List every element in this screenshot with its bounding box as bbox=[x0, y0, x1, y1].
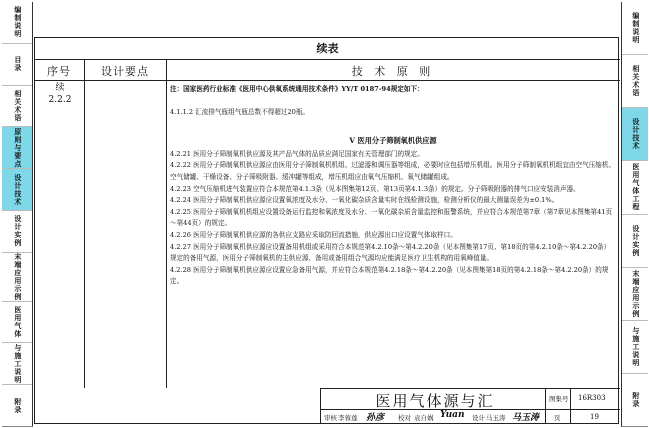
clause-paragraph: 4.2.27 医用分子筛制氧机供应源应设置备用机组或采用符合本规范第4.2.10条～第4.2.20条（见本图集第17页、第18页的第4.2.10条～第4.2.20条）规定的备用气源，医用分子筛制氧机的主供应源、备用或备用组合气源均应能满足医疗卫生机构的用氧峰值量。 bbox=[170, 242, 611, 263]
left-chapter-tab[interactable] bbox=[2, 253, 32, 302]
titleblock-divider-1 bbox=[545, 388, 546, 424]
right-chapter-tab[interactable] bbox=[622, 215, 648, 268]
right-chapter-tab-label: 相关术语 bbox=[631, 65, 640, 98]
design-label: 设计 bbox=[472, 414, 485, 422]
left-chapter-tab-label: 原则与要点 bbox=[13, 127, 22, 168]
left-chapter-tab[interactable] bbox=[2, 127, 32, 169]
left-chapter-tab-label: 设计技术 bbox=[13, 173, 22, 206]
left-chapter-tab[interactable] bbox=[2, 44, 32, 86]
titleblock-left-line bbox=[320, 388, 321, 424]
set-label: 图集号 bbox=[549, 395, 569, 403]
right-chapter-tab[interactable] bbox=[622, 2, 648, 55]
clause-paragraph: 4.2.25 医用分子筛制氧机机组应设置设备运行监控和氧浓度及水分、一氧化碳杂质含量监控和报警系统，并应符合本规范第7章（第7章见本图集第41页～第44页）的规定。 bbox=[170, 207, 613, 228]
left-chapter-tab[interactable] bbox=[2, 86, 32, 128]
titleblock-top-line bbox=[320, 388, 620, 389]
right-chapter-tab[interactable] bbox=[622, 55, 648, 108]
designer: 马玉涛 bbox=[486, 414, 506, 422]
row-number bbox=[40, 82, 80, 106]
right-chapter-tab-label: 末端应用示例 bbox=[631, 269, 640, 318]
page-label: 页 bbox=[554, 414, 561, 422]
checker: 袁自娲 bbox=[414, 414, 434, 422]
set-number: 16R303 bbox=[578, 394, 606, 402]
reviewer-signature: 孙彦 bbox=[366, 413, 385, 423]
left-chapter-tab-label: 医用气体 bbox=[13, 306, 22, 339]
left-chapter-tab-label: 附录 bbox=[13, 397, 22, 414]
left-chapter-tab-label: 末端应用示例 bbox=[13, 252, 22, 301]
left-chapter-tab[interactable] bbox=[2, 343, 32, 385]
header-principles: 技 术 原 则 bbox=[351, 65, 435, 78]
right-chapter-tab[interactable] bbox=[622, 374, 648, 426]
header-points: 设计要点 bbox=[101, 65, 149, 78]
right-chapter-tab[interactable] bbox=[622, 268, 648, 321]
header-top-line bbox=[34, 59, 620, 60]
page-title: 续表 bbox=[316, 42, 339, 55]
left-chapter-tab[interactable] bbox=[2, 211, 32, 253]
right-chapter-tab[interactable] bbox=[622, 108, 648, 161]
left-chapter-tab[interactable] bbox=[2, 169, 32, 211]
right-chapter-tab[interactable] bbox=[622, 161, 648, 214]
col-divider-2 bbox=[166, 59, 167, 388]
col-divider-1 bbox=[84, 59, 85, 388]
header-seq: 序号 bbox=[47, 65, 71, 78]
left-chapter-tab-label: 设计实例 bbox=[13, 215, 22, 248]
left-chapter-tabs bbox=[2, 2, 33, 427]
right-chapter-tab-label: 附录 bbox=[631, 391, 640, 408]
note-line: 注：国家医药行业标准《医用中心供氧系统通用技术条件》YY/T 0187-94规定如下： bbox=[170, 85, 424, 93]
review-label: 审核 bbox=[324, 414, 337, 422]
section-title: V 医用分子筛制氧机供应源 bbox=[349, 136, 437, 146]
right-chapter-tab-label: 设计实例 bbox=[631, 224, 640, 257]
row-number-cont: 续 bbox=[55, 83, 65, 93]
left-chapter-tab-label: 目录 bbox=[13, 56, 22, 73]
clause-list bbox=[170, 149, 616, 288]
checker-signature: Yuan bbox=[440, 410, 465, 420]
clause-paragraph: 4.2.24 医用分子筛制氧机供应源应设置氧浓度及水分、一氧化碳杂质含量实时在线检测设施，检测分析仪的最大测量误差为±0.1%。 bbox=[170, 196, 559, 205]
titleblock-divider-2 bbox=[570, 388, 571, 424]
left-chapter-tab-label: 相关术语 bbox=[13, 89, 22, 122]
check-label: 校对 bbox=[398, 414, 411, 422]
reviewer: 李蓉莲 bbox=[338, 414, 358, 422]
clause-paragraph: 4.2.28 医用分子筛制氧机供应源应设置应急备用气源，并应符合本规范第4.2.18条～第4.2.20条（见本图集第18页的第4.2.18条～第4.2.20条）的规定。 bbox=[170, 265, 609, 286]
right-chapter-tab-label: 与施工说明 bbox=[631, 326, 640, 367]
left-chapter-tab[interactable] bbox=[2, 2, 32, 44]
left-chapter-tab[interactable] bbox=[2, 302, 32, 344]
right-chapter-tabs bbox=[621, 2, 648, 427]
left-chapter-tab-label: 与施工说明 bbox=[13, 343, 22, 384]
row-number-value: 2.2.2 bbox=[48, 95, 72, 105]
right-chapter-tab-label: 医用气体工程 bbox=[631, 163, 640, 212]
clause-paragraph: 4.2.21 医用分子筛制氧机供应源及其产品气体的品质应满足国家有关管理部门的规定。 bbox=[170, 149, 424, 158]
designer-signature: 马玉涛 bbox=[512, 413, 540, 423]
right-chapter-tab[interactable] bbox=[622, 321, 648, 374]
clause-paragraph: 4.2.23 空气压缩机进气装置应符合本规范第4.1.3条（见本图集第12页、第13页第4.1.3条）的规定。分子筛吸附器的排气口应安装消声器。 bbox=[170, 184, 580, 193]
clause-paragraph: 4.2.26 医用分子筛制氧机供应源的各供应支路应采取防回流措施，供应源出口应设置气体取样口。 bbox=[170, 230, 457, 239]
left-chapter-tab-label: 编制说明 bbox=[13, 6, 22, 39]
page-number: 19 bbox=[590, 413, 599, 421]
clause-4112: 4.1.1.2 汇流排气瓶组气瓶总数不得超过20瓶。 bbox=[170, 107, 310, 116]
right-chapter-tab-label: 设计技术 bbox=[631, 118, 640, 151]
clause-paragraph: 4.2.22 医用分子筛制氧机供应源应由医用分子筛制氧机机组、过滤器和调压器等组成，必要时应包括增压机组。医用分子筛制氧机机组宜由空气压缩机、空气储罐、干燥设备、分子筛吸附器、缓冲罐等组成，增压机组应由氧气压缩机、氧气储罐组成。 bbox=[170, 161, 616, 181]
left-chapter-tab[interactable] bbox=[2, 385, 32, 426]
principles-content bbox=[170, 84, 616, 288]
drawing-title: 医用气体源与汇 bbox=[375, 392, 495, 410]
right-chapter-tab-label: 编制说明 bbox=[631, 12, 640, 45]
header-bottom-line bbox=[34, 80, 620, 81]
